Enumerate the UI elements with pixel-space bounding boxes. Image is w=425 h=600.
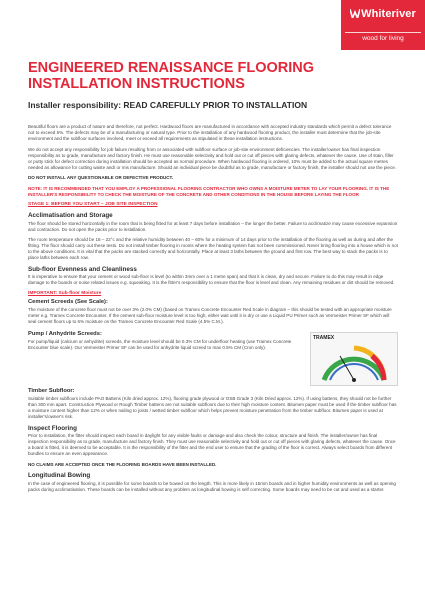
professional-note: NOTE: IT IS RECOMMENDED THAT YOU EMPLOY A PROFESSIONAL FLOORING CONTRACTOR WHO OWNS A MOISTURE METER TO LAY YOUR FLOORING. IT IS THE INSTALLER'S RESPONSIBILITY TO CHECK THE MOISTURE OF THE CONCRETE AND OTHER CONDITIONS IN THE HOUSE BEFORE LAYING THE FLOOR [28,185,390,197]
bowing-paragraph: In the case of engineered flooring, it is possible for some boards to be bowed on the length. This is more likely in 15mm boards and in higher humidity environments as well as opening packs during acclimatisation. These boards can be installed without any problem as longitudinal bowing is self correcting. Some boards may need to be cut and used as a starter. [28,480,396,492]
bowing-heading: Longitudinal Bowing [28,472,91,479]
brand-banner [341,0,425,50]
moisture-heading: IMPORTANT: Sub-floor Moisture [28,290,102,296]
brand-name: Whiteriver [361,8,416,20]
page-subtitle: Installer responsibility: READ CAREFULLY PRIOR TO INSTALLATION [28,100,308,110]
pump-screeds-paragraph: For pump/liquid (calcium or anhydrite) screeds, the moisture level should be 0.3% CM for underfloor heating (use Tramex Concrete Encounter blue scale). Our Vermeister Primer SF can be used for anhydrite liquid screed to max 0.5% CM (Cron only). [28,339,292,350]
meter-brand-label: TRAMEX [313,335,335,341]
document-body [28,124,398,497]
evenness-paragraph: It is imperative to ensure that your cement or wood sub-floor is level (to within 3mm over a 1 metre span) and that it is clean, dry and secure. Failure to do this may result in edge damage to the boards or noise related issues e.g. squeaking. It is the fitter's responsibility to ensure that the floor is level and clean. Any remaining residues or dirt should be removed. [28,274,395,285]
acclimatisation-heading: Acclimatisation and Storage [28,212,113,219]
moisture-left-column [28,329,304,386]
timber-subfloor-paragraph: Suitable timber subfloors include PAO Battens (Kiln dried approx. 12%), flooring grade plywood or OSB Grade 3 (Kiln Dried approx. 12%). If using battens, they should not be further than 300 mm apart. Construction Plywood or Rough Timber battens are not suitable subfloors due to their high moisture content. Bitumen paper must be used if the timber subfloor has a moisture content higher than 12% or when nailing to joists / wetted timber subfloor which helps prevent moisture penetration from the timber subfloor. Bitumen paper is used at installer's/owner's risk. [28,396,397,419]
intro-paragraph-2: We do not accept any responsibility for job failure resulting from or associated with subfloor surface or job-site environment deficiencies. The installer/owner has final inspection responsibility as to grade, manufacture and factory finish. He must use reasonable selectivity and hold out or cut off pieces with glaring defects, whatever the cause. Use of stain, filler or putty stick for defect correction during installation should be accepted as normal procedure. When hardwood flooring is ordered, 10% must be added to the actual square metres needed as allowance for cutting waste and/ or mis manufacture. Should an individual piece be doubtful as to grade, manufacture or factory finish, the installer should not use the piece. [28,146,397,170]
page-title: ENGINEERED RENAISSANCE FLOORING INSTALLATION INSTRUCTIONS [28,60,314,92]
w-logo-icon [350,9,360,18]
inspect-heading: Inspect Flooring [28,424,77,432]
inspect-warning: NO CLAIMS ARE ACCEPTED ONCE THE FLOORING BOARDS HAVE BEEN INSTALLED. [28,461,217,467]
intro-paragraph-1: Beautiful floors are a product of nature and therefore, not perfect. Hardwood floors are manufactured in accordance with accepted industry standards which permit a defect tolerance not to exceed 5%. The defects may be of a manufacturing or natural type. Prior to the installation of any hardwood flooring product, the installer must determine that the job-site environment and the subfloor surfaces involved, meet or exceed all requirements as stipulated in these installation instructions. [28,124,392,141]
cement-screeds-paragraph: The moisture of the concrete floor must not be over 3% (2.0% CM) (based on Tramex Concrete Encounter Red Scale in diagram – this should be tested with an appropriate moisture meter e.g. Tramex Concrete Encounter. If the cement sub-floor moisture level is too high, either wait until it is dry or use a Liquid PU Primer such as Vermeister Primer SF which will seal cement floors up to 6% moisture on the Tramex Concrete Encounter Red Scale (4.5% C.M.). [28,306,392,324]
acclimatisation-paragraph-2: The room temperature should be 18 – 22°c and the relative humidity between 40 – 60% for a minimum of 14 days prior to the installation of the flooring as well as during and after the fitting. The floor should carry out these tests. Do not install timber flooring in rooms where the heating system has not been commissioned. Never bring flooring into a house which is not to the above conditions. It is vital that the packs are stacked correctly and horizontally. Place at least 3 laths between the ground and first row. The best way to stack the packs is to place laths between each row. [28,237,398,260]
moisture-scale-icon [310,332,398,386]
evenness-heading: Sub-floor Evenness and Cleanliness [28,265,137,273]
inspect-paragraph: Prior to installation, the fitter should inspect each board in daylight for any visible faults or damage and also check the colour, structure and finish. The installer/owner has final inspection responsibility as to grade, manufacture and factory finish. They must use reasonable selectivity and hold out or cut off pieces with glaring defects, whatever the cause. Once a board is fitted, it is deemed to be acceptable. It is the responsibility of the fitter and the end user to ensure that the grading of the floor is correct. Always select boards from different bundles to ensure an even appearance. [28,433,396,456]
moisture-columns [28,329,398,386]
acclimatisation-paragraph-1: The floor should be stored horizontally in the room that is being fitted for at least 7 days before installation – the longer the better. Failure to acclimatize may cause excessive expansion and contraction. Do not open the packs prior to installation. [28,220,398,232]
brand-tagline: wood for living [345,32,421,42]
timber-subfloor-heading: Timber Subfloor: [28,388,75,394]
cement-screeds-heading: Cement Screeds (See Scale): [28,298,108,305]
brand-logo [341,8,425,20]
pump-screeds-heading: Pump / Anhydrite Screeds: [28,331,102,337]
intro-warning: DO NOT INSTALL ANY QUESTIONABLE OR DEFECTIVE PRODUCT. [28,175,174,180]
stage-1-heading: STAGE 1: BEFORE YOU START – JOB SITE INSPECTION [28,202,158,207]
moisture-meter-diagram [310,332,398,386]
